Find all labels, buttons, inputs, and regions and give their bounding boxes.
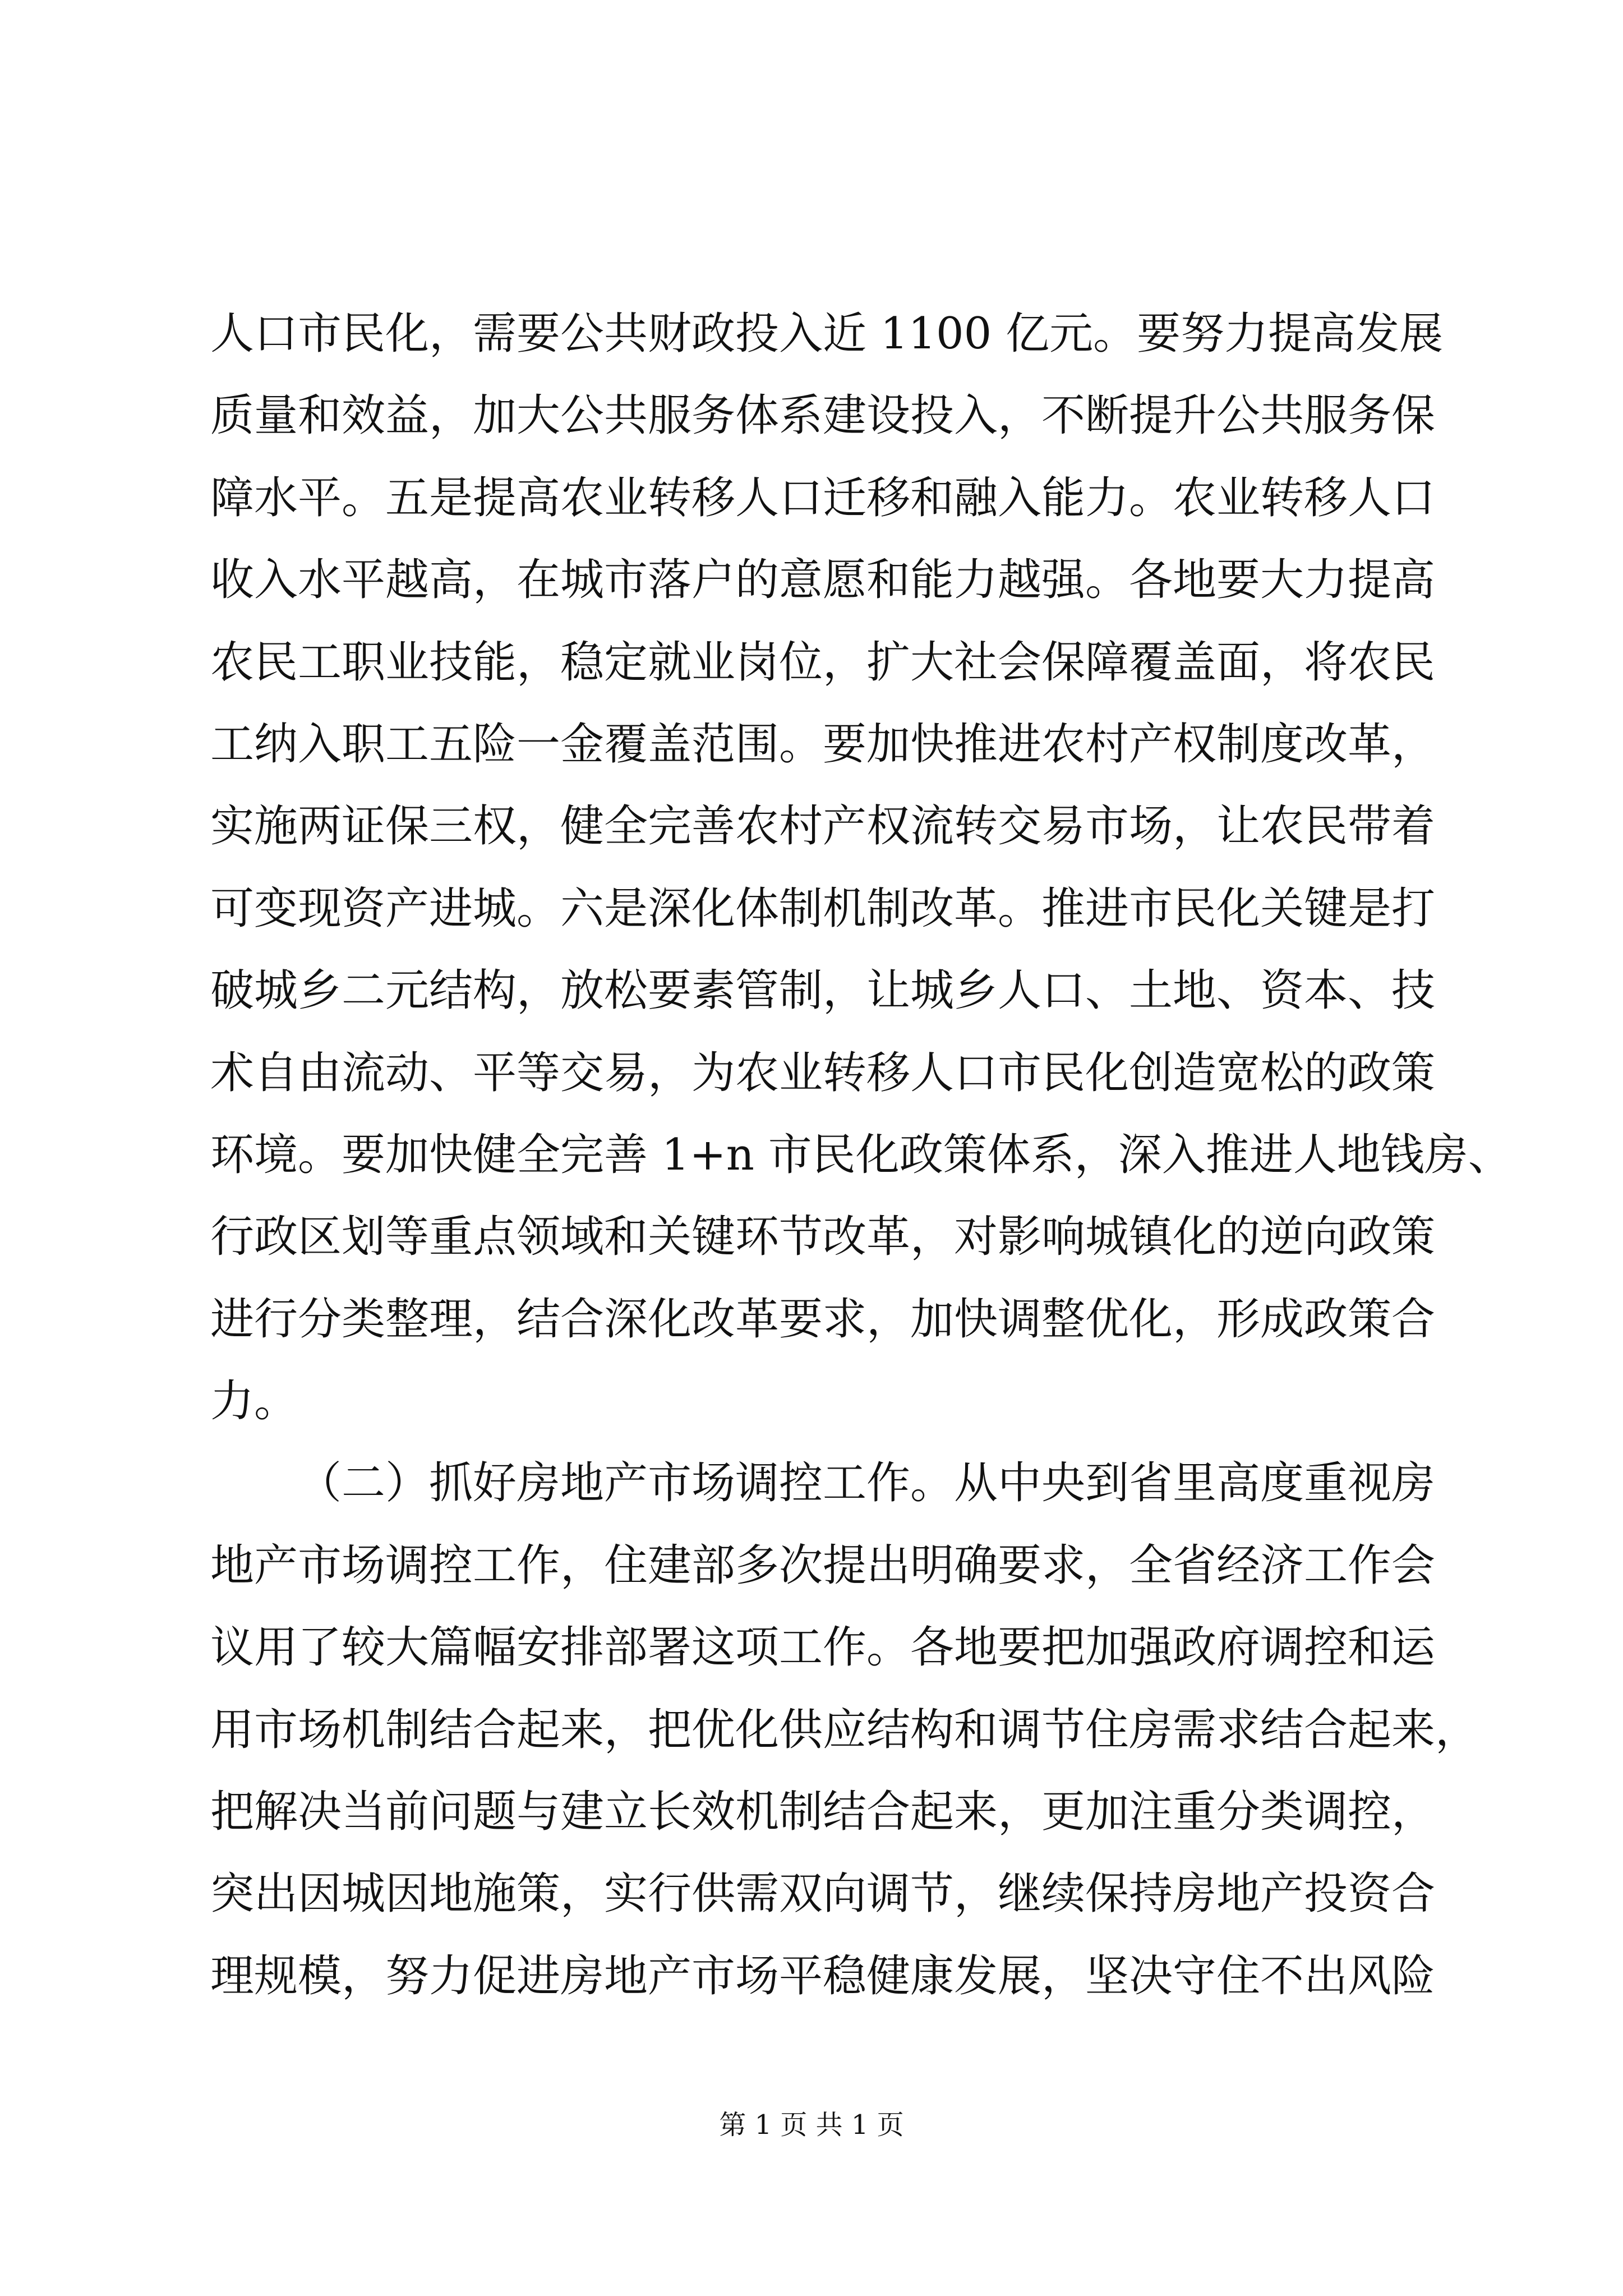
- body-text: [210, 293, 1512, 2017]
- text-line: 把解决当前问题与建立长效机制结合起来，更加注重分类调控，: [210, 1787, 1436, 1838]
- text-line: 环境。要加快健全完善 1+n 市民化政策体系，深入推进人地钱房、: [210, 1129, 1512, 1180]
- text-line: 地产市场调控工作，住建部多次提出明确要求，全省经济工作会: [210, 1540, 1436, 1591]
- text-line: 理规模，努力促进房地产市场平稳健康发展，坚决守住不出风险: [210, 1950, 1436, 2001]
- text-line: 质量和效益，加大公共服务体系建设投入，不断提升公共服务保: [210, 390, 1436, 441]
- section-heading-line: （二）抓好房地产市场调控工作。从中央到省里高度重视房: [298, 1458, 1436, 1509]
- text-line: 破城乡二元结构，放松要素管制，让城乡人口、土地、资本、技: [210, 965, 1436, 1016]
- text-line: 实施两证保三权，健全完善农村产权流转交易市场，让农民带着: [210, 801, 1436, 852]
- text-line: 人口市民化，需要公共财政投入近 1100 亿元。要努力提高发展: [210, 309, 1444, 359]
- text-line: 可变现资产进城。六是深化体制机制改革。推进市民化关键是打: [210, 883, 1436, 934]
- paragraph-end-line: 力。: [210, 1376, 298, 1427]
- text-line: 术自由流动、平等交易，为农业转移人口市民化创造宽松的政策: [210, 1047, 1436, 1098]
- text-line: 用市场机制结合起来，把优化供应结构和调节住房需求结合起来，: [210, 1704, 1479, 1755]
- text-line: 议用了较大篇幅安排部署这项工作。各地要把加强政府调控和运: [210, 1622, 1436, 1673]
- text-line: 突出因城因地施策，实行供需双向调节，继续保持房地产投资合: [210, 1869, 1436, 1920]
- text-line: 农民工职业技能，稳定就业岗位，扩大社会保障覆盖面，将农民: [210, 637, 1436, 688]
- page-number-label: 第 1 页 共 1 页: [719, 2109, 904, 2141]
- text-line: 行政区划等重点领域和关键环节改革，对影响城镇化的逆向政策: [210, 1212, 1436, 1263]
- text-line: 进行分类整理，结合深化改革要求，加快调整优化，形成政策合: [210, 1294, 1436, 1345]
- text-line: 障水平。五是提高农业转移人口迁移和融入能力。农业转移人口: [210, 472, 1436, 523]
- page-footer: [0, 2108, 1623, 2142]
- text-line: 收入水平越高，在城市落户的意愿和能力越强。各地要大力提高: [210, 555, 1436, 606]
- text-line: 工纳入职工五险一金覆盖范围。要加快推进农村产权制度改革，: [210, 719, 1436, 770]
